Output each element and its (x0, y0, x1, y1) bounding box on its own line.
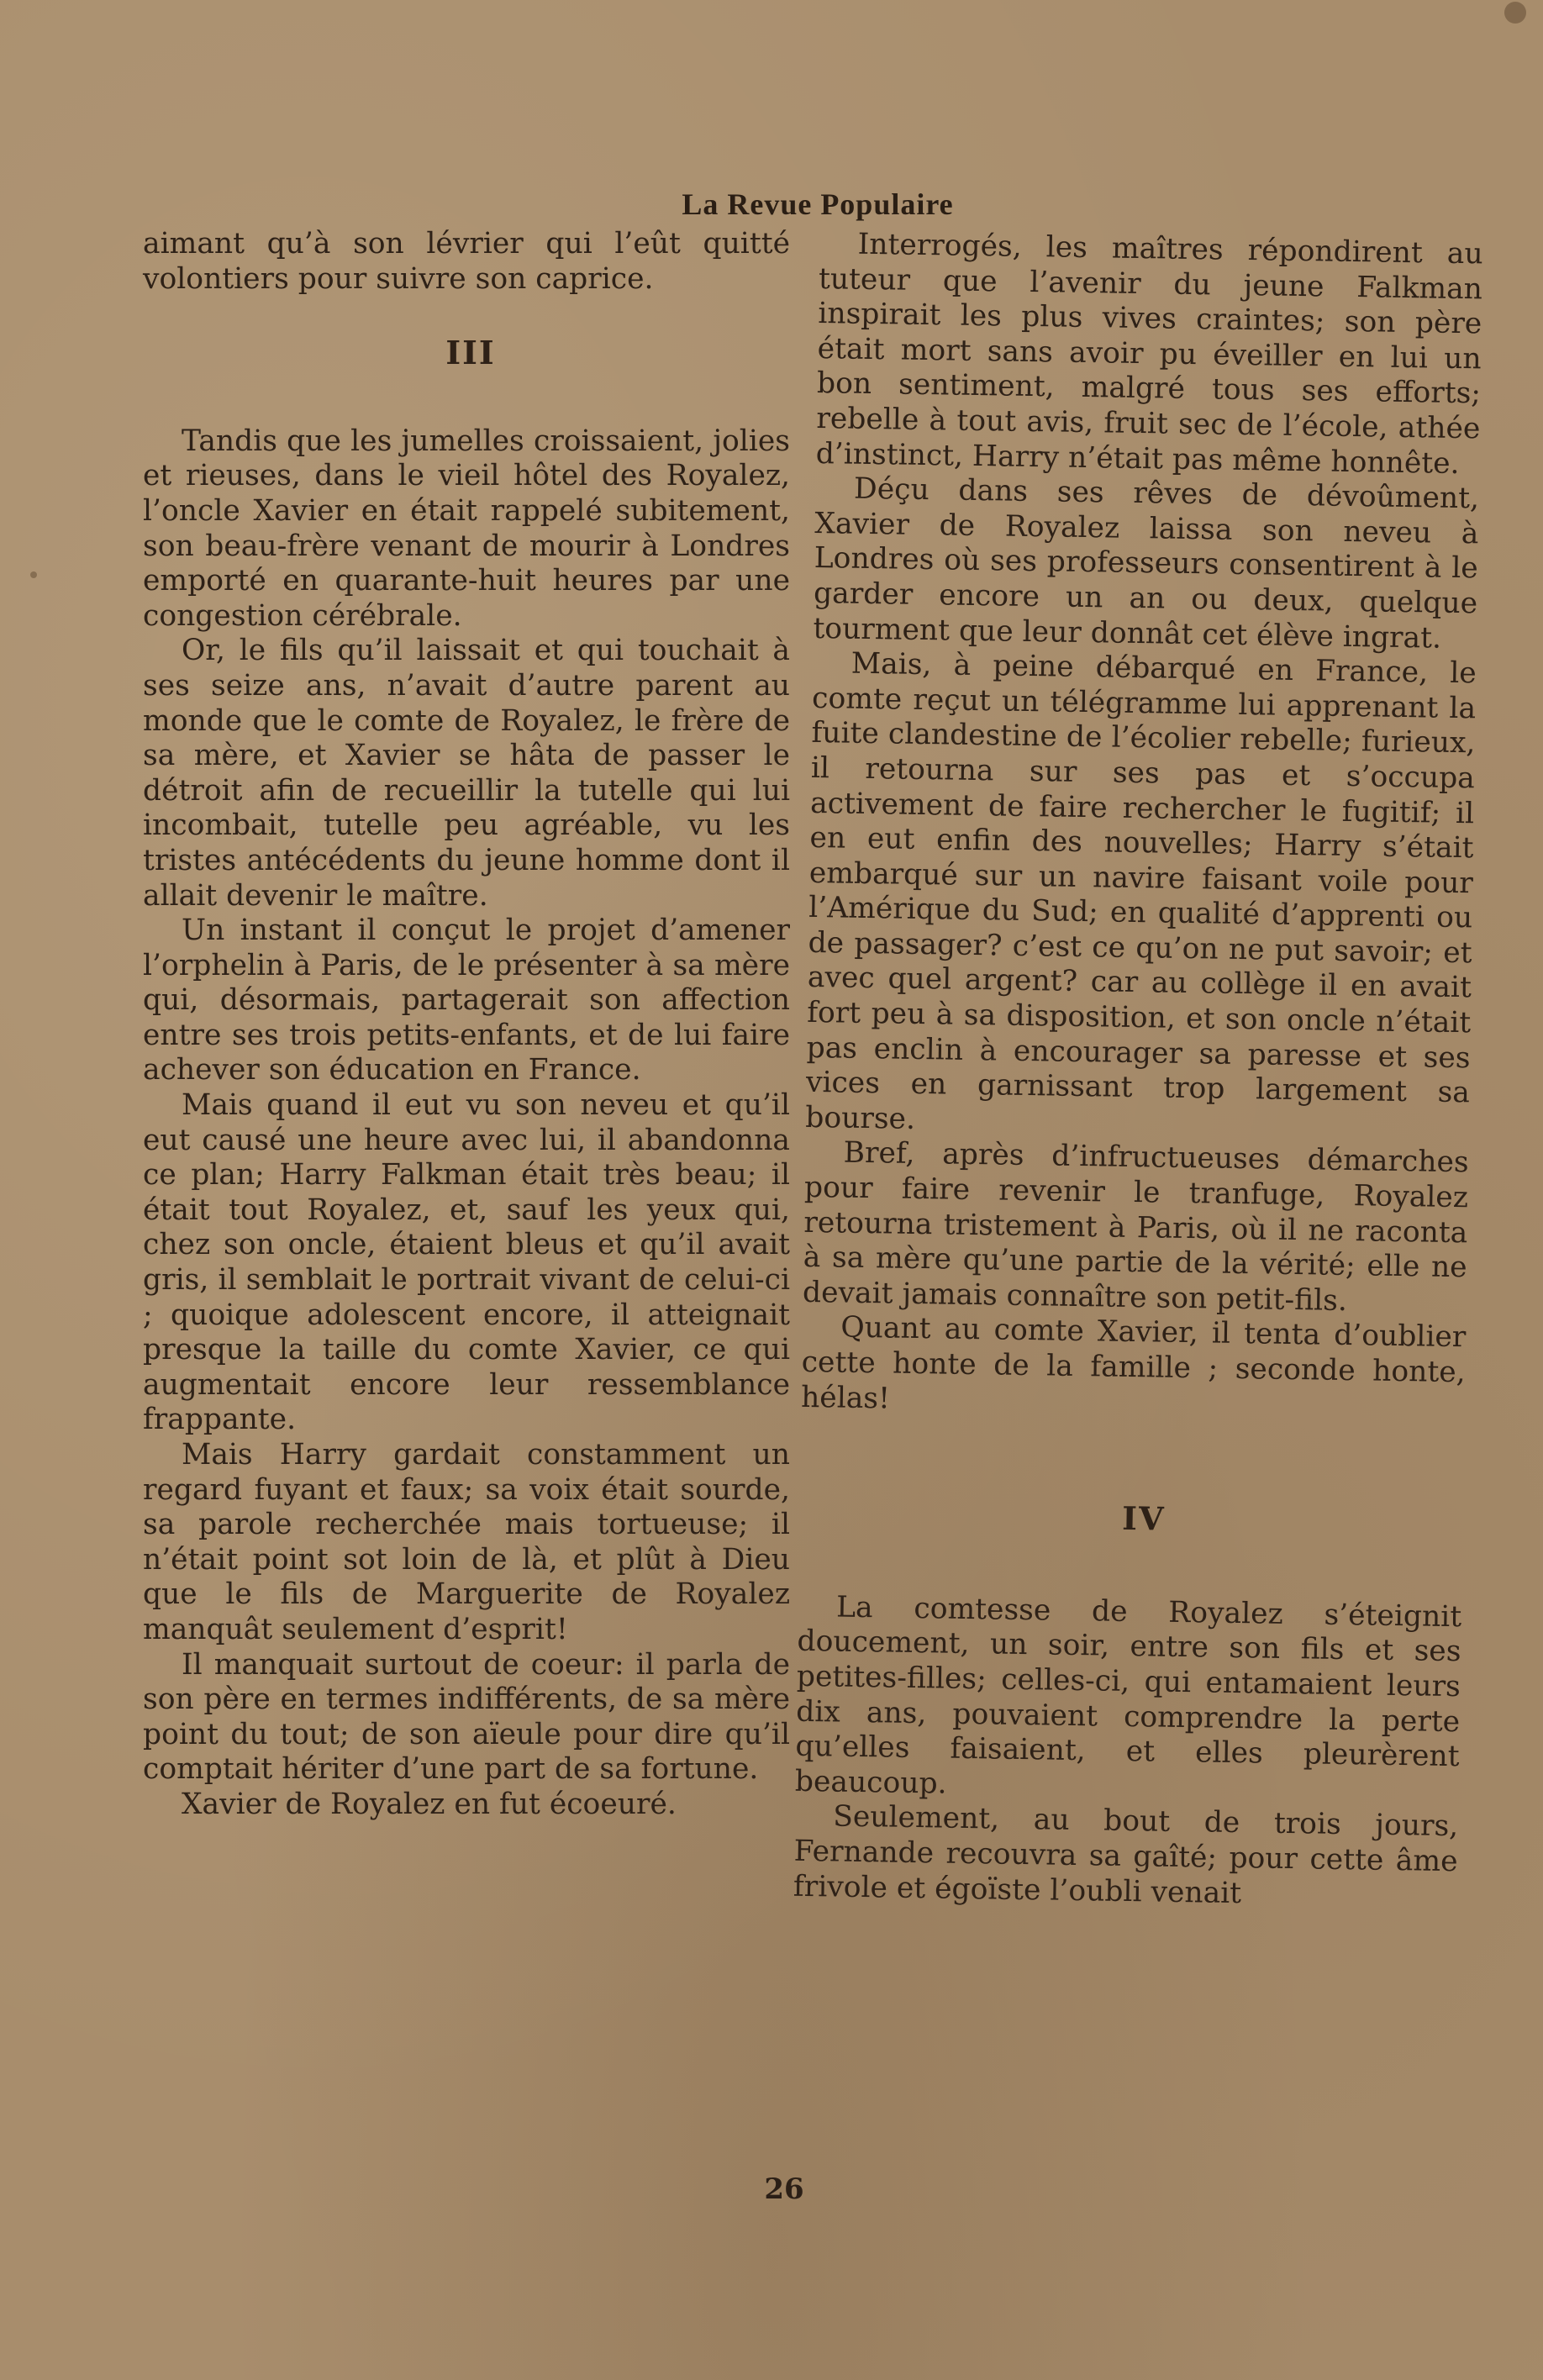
running-head (0, 187, 1543, 222)
paragraph: Tandis que les jumelles croissaient, jolies et rieuses, dans le vieil hôtel des Royalez, l’oncle Xavier en était rappelé subitement, son beau-frère venant de mourir à Londres emporté en quarante-huit heures par une congestion cérébrale. (143, 424, 790, 633)
paragraph: Or, le fils qu’il laissait et qui touchait à ses seize ans, n’avait d’autre parent au monde que le comte de Royalez, le frère de sa mère, et Xavier se hâta de passer le détroit afin de recueillir la tutelle qui lui incombait, tutelle peu agréable, vu les tristes antécédents du jeune homme dont il allait devenir le maître. (143, 634, 790, 913)
paragraph: La comtesse de Royalez s’éteignit doucement, un soir, entre son fils et ses petites-filles; celles-ci, qui entamaient leurs dix ans, pouvaient comprendre la perte qu’elles faisaient, et elles pleurèrent beaucoup. (794, 1590, 1462, 1801)
right-column (793, 227, 1483, 1914)
paragraph: Un instant il conçut le projet d’amener l’orphelin à Paris, de le présenter à sa mère qui, désormais, partagerait son affection entre ses trois petits-enfants, et de lui faire achever son éducation en France. (143, 914, 790, 1087)
running-title: La Revue Populaire (682, 187, 954, 221)
section-number: III (445, 334, 496, 372)
paragraph: Xavier de Royalez en fut écoeuré. (182, 1787, 677, 1821)
paragraph: Quant au comte Xavier, il tenta d’oublier cette honte de la famille ; seconde honte, hélas! (800, 1310, 1467, 1416)
paragraph: Déçu dans ses rêves de dévoûment, Xavier de Royalez laissa son neveu à Londres où ses professeurs consentirent à le garder encore un an ou deux, quelque tourment que leur donnât cet élève ingrat. (813, 471, 1480, 656)
paragraph: aimant qu’à son lévrier qui l’eût quitté volontiers pour suivre son caprice. (143, 227, 790, 296)
left-column (143, 227, 790, 1823)
ink-spot (30, 571, 37, 578)
paragraph: Il manquait surtout de coeur: il parla de son père en termes indifférents, de sa mère point du tout; de son aïeule pour dire qu’il comptait hériter d’une part de sa fortune. (143, 1647, 790, 1787)
paragraph: Seulement, au bout de trois jours, Fernande recouvra sa gaîté; pour cette âme frivole et égoïste l’oubli venait (793, 1799, 1459, 1910)
paragraph: Mais, à peine débarqué en France, le comte reçut un télégramme lui apprenant la fuite clandestine de l’écolier rebelle; furieux, il retourna sur ses pas et s’occupa activement de faire rechercher le fugitif; il en eut enfin des nouvelles; Harry s’était embarqué sur un navire faisant voile pour l’Amérique du Sud; en qualité d’apprenti ou de passager? c’est ce qu’on ne put savoir; et avec quel argent? car au collège il en avait fort peu à sa disposition, et son oncle n’était pas enclin à encourager sa paresse et ses vices en garnissant trop largement sa bourse. (805, 646, 1477, 1136)
ink-spot (1504, 2, 1526, 24)
paragraph: Mais quand il eut vu son neveu et qu’il eut causé une heure avec lui, il abandonna ce plan; Harry Falkman était très beau; il était tout Royalez, et, sauf les yeux qui, chez son oncle, étaient bleus et qu’il avait gris, il semblait le portrait vivant de celui-ci ; quoique adolescent encore, il atteignait presque la taille du comte Xavier, ce qui augmentait encore leur ressemblance frappante. (143, 1088, 790, 1437)
page-number (0, 2172, 1543, 2206)
paragraph: Interrogés, les maîtres répondirent au tuteur que l’avenir du jeune Falkman inspirait les plus vives craintes; son père était mort sans avoir pu éveiller en lui un bon sentiment, malgré tous ses efforts; rebelle à tout avis, fruit sec de l’école, athée d’instinct, Harry n’était pas même honnête. (815, 227, 1483, 481)
paragraph: Mais Harry gardait constamment un regard fuyant et faux; sa voix était sourde, sa parole recherchée mais tortueuse; il n’était point sot loin de là, et plût à Dieu que le fils de Marguerite de Royalez manquât seulement d’esprit! (143, 1438, 790, 1646)
page-number-text: 26 (764, 2172, 804, 2206)
paragraph: Bref, après d’infructueuses démarches pour faire revenir le tranfuge, Royalez retourna tristement à Paris, où il ne raconta à sa mère qu’une partie de la vérité; elle ne devait jamais connaître son petit-fils. (802, 1136, 1469, 1318)
section-number: IV (1121, 1499, 1166, 1538)
